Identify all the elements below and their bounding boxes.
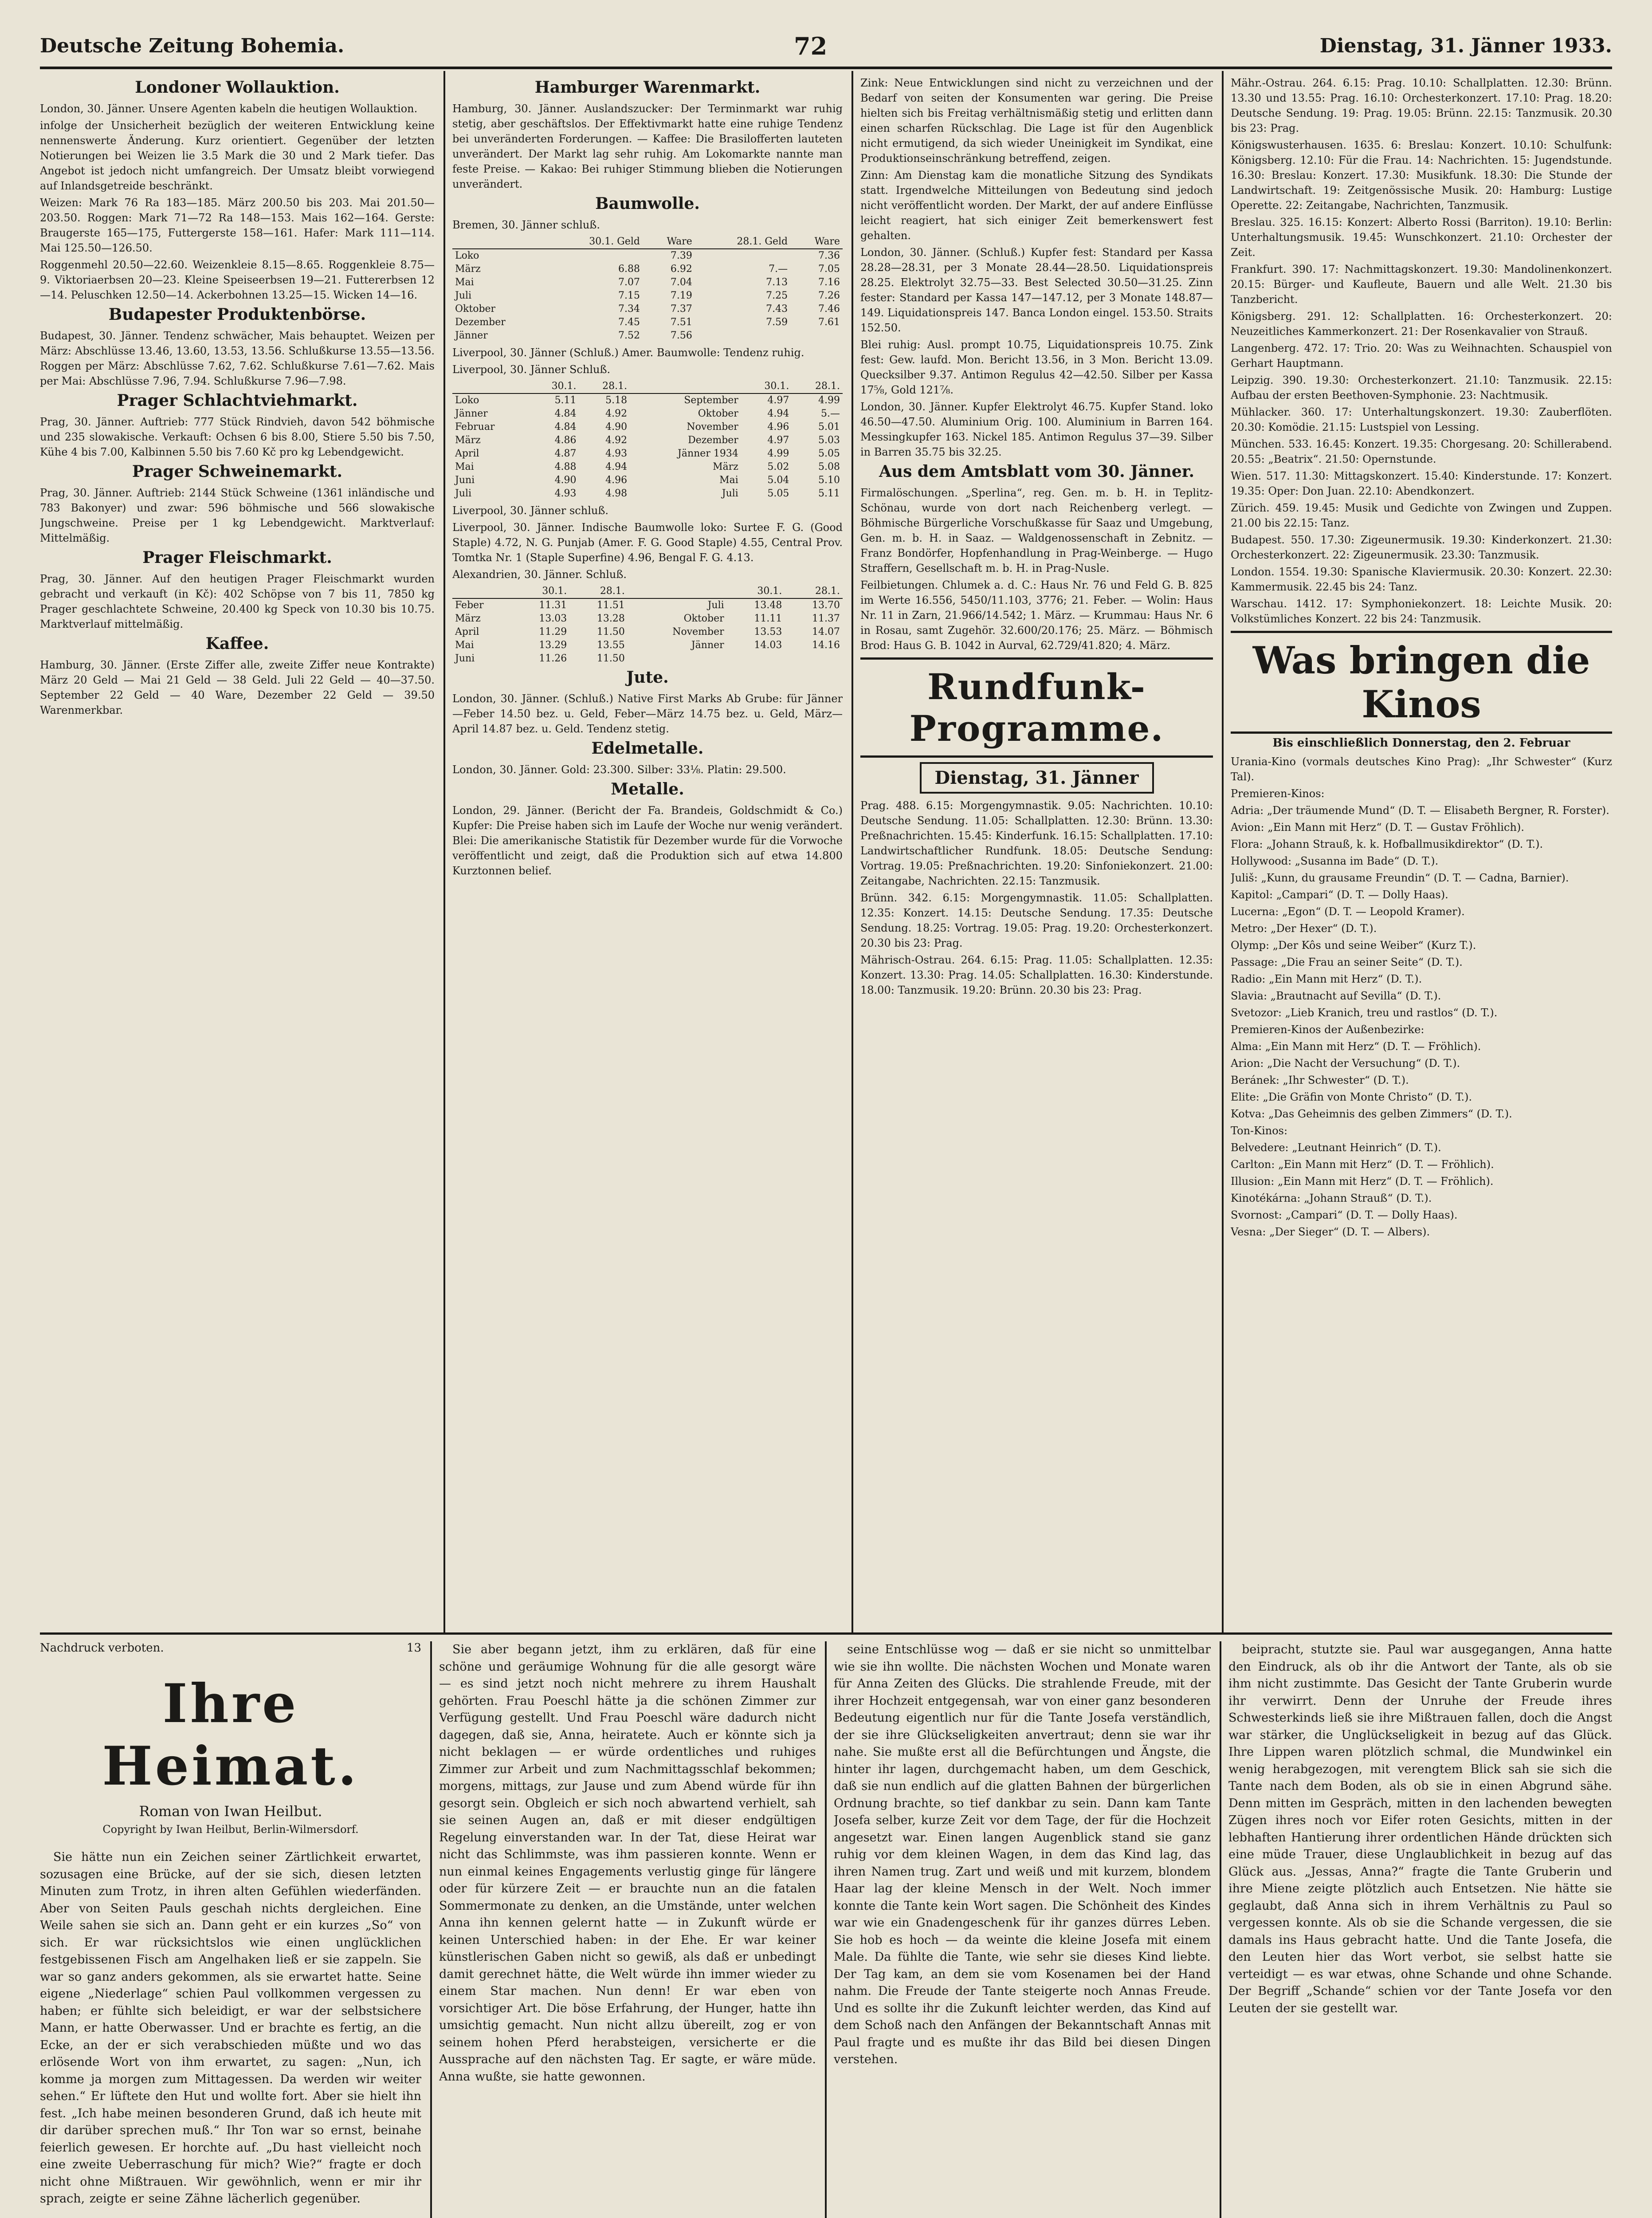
- table-row: [452, 316, 843, 329]
- table-cell: 7.37: [670, 303, 692, 315]
- table-cell: [785, 652, 843, 665]
- table-cell: 7.15: [618, 290, 640, 301]
- section-title: Budapester Produktenbörse.: [108, 305, 366, 324]
- paragraph: Liverpool, 30. Jänner (Schluß.) Amer. Baumwolle: Tendenz ruhig.: [452, 346, 804, 359]
- table-cell: Juni: [455, 475, 475, 486]
- cinema-heading: Was bringen die Kinos: [1231, 631, 1612, 734]
- table-cell: 4.90: [605, 421, 628, 433]
- table-cell: 7.16: [818, 277, 840, 288]
- section-title: Baumwolle.: [595, 194, 700, 213]
- table-caption: Alexandrien, 30. Jänner. Schluß.: [452, 568, 627, 581]
- table-cell: 7.04: [670, 277, 692, 288]
- table-cell: November: [672, 626, 724, 637]
- section-title: Prager Schlachtviehmarkt.: [117, 391, 358, 410]
- paragraph: London, 30. Jänner. (Schluß.) Native First Marks Ab Grube: für Jänner—Feber 14.50 bez. u. Geld, Feber—März 14.75 bez. u. Geld, März—April 14.87 bez. u. Geld. Tendenz stetig.: [452, 692, 843, 735]
- table-cell: 7.26: [818, 290, 840, 301]
- table-cell: 4.90: [554, 475, 577, 486]
- cinema-entry: Lucerna: „Egon“ (D. T. — Leopold Kramer).: [1231, 905, 1465, 918]
- section-title: Prager Fleischmarkt.: [142, 548, 332, 567]
- table-header-cell: 28.1.: [579, 380, 630, 393]
- table-row: [452, 329, 843, 342]
- table-cell: Mai: [455, 461, 474, 472]
- cinema-entry: Slavia: „Brautnacht auf Sevilla“ (D. T.).: [1231, 990, 1441, 1002]
- table-cell: 4.84: [554, 408, 577, 419]
- table-cell: 5.10: [818, 475, 840, 486]
- cinema-subheading: Bis einschließlich Donnerstag, den 2. Februar: [1272, 736, 1570, 750]
- radio-programme-heading: Rundfunk-Programme.: [860, 657, 1213, 758]
- paragraph: Prag, 30. Jänner. Auftrieb: 777 Stück Rindvieh, davon 542 böhmische und 235 slowakische. Verkauft: Ochsen 6 bis 8.00, Stiere 5.50 bis 7.50, Kühe 4 bis 7.00, Kalbinnen 5.50 bis 7.60 Kč pro kg Lebendgewicht.: [40, 416, 435, 458]
- table-cell: 11.50: [596, 653, 625, 664]
- table-cell: 7.43: [766, 303, 788, 315]
- table-cell: 4.96: [767, 421, 789, 433]
- table-cell: 5.11: [818, 488, 840, 499]
- table-cell: 11.11: [754, 613, 782, 624]
- table-cell: März: [713, 461, 738, 472]
- article-text: [40, 101, 435, 303]
- radio-listing: Mähr.-Ostrau. 264. 6.15: Prag. 10.10: Schallplatten. 12.30: Brünn. 13.30 und 13.55: Prag. 16.10: Orchesterkonzert. 17.10: Prag. 18.20: Deutsche Sendung. 19: Prag. 19.05: Brünn. 22.15: Tanzmusik. 20.30 bis 23: Prag.: [1231, 77, 1612, 134]
- table-header-cell: 30.1. Geld: [547, 235, 643, 249]
- table-cell: Jänner 1934: [678, 448, 738, 459]
- table-cell: 7.19: [670, 290, 692, 301]
- table-cell: [695, 249, 790, 263]
- table-cell: Juli: [722, 488, 738, 499]
- paragraph: Feilbietungen. Chlumek a. d. C.: Haus Nr. 76 und Feld G. B. 825 im Werte 16.556, 5450/11.103, 3776; 21. Feber. — Wolin: Haus Nr. 11 in Zarn, 21.966/14.542; 1. März. — Krummau: Haus Nr. 6 in Rosau, samt Zugehör. 32.600/20.176; 25. März. — Böhmisch Brod: Haus G. B. 1042 in Aurval, 62.729/41.820; 4. März.: [860, 579, 1213, 652]
- column-rule: [430, 1641, 432, 2218]
- table-cell: 4.94: [605, 461, 628, 472]
- table-cell: November: [687, 421, 738, 433]
- table-cell: 5.11: [554, 395, 577, 406]
- novel-author: Roman von Iwan Heilbut.: [139, 1803, 322, 1820]
- table-row: [452, 612, 843, 625]
- table-header-row: [452, 235, 843, 249]
- table-cell: 7.25: [766, 290, 788, 301]
- table-cell: [727, 652, 785, 665]
- table-cell: 4.88: [554, 461, 577, 472]
- table-cell: 7.61: [818, 317, 840, 328]
- section-title: Metalle.: [611, 780, 684, 798]
- reprint-note: Nachdruck verboten.: [40, 1641, 164, 1655]
- table-header-cell: 30.1.: [741, 380, 792, 393]
- table-header-cell: 28.1.: [792, 380, 843, 393]
- markets-column-2: [452, 75, 843, 1628]
- table-cell: 7.07: [618, 277, 640, 288]
- radio-listing: London. 1554. 19.30: Spanische Klaviermusik. 20.30: Konzert. 22.30: Kammermusik. 22.45 bis 24: Tanz.: [1231, 566, 1612, 593]
- serial-column-2: [439, 1641, 816, 2218]
- table-cell: [695, 329, 790, 342]
- novel-copyright: Copyright by Iwan Heilbut, Berlin-Wilmersdorf.: [102, 1823, 359, 1836]
- novel-text: beipracht, stutzte sie. Paul war ausgegangen, Anna hatte den Eindruck, als ob ihr die Antwort der Tante, als ob sie ihm nicht zustimmte. Das Gesicht der Tante Gruberin wurde ihr verwirrt. Denn der Unruhe der Freude ihres Schwesterkinds ließ sie ihre Mißtrauen fallen, doch die Angst war stärker, die Unglückseligkeit in bezug auf das Glück. Ihre Lippen waren plötzlich schmal, die Mundwinkel ein wenig herabgezogen, mit verengtem Blick sah sie sich die Tante nach dem Boden, als ob sie in einen Abgrund sähe. Denn mitten im Gespräch, mitten in den lachenden bewegten Zügen ihres noch vor Eifer roten Gesichts, mitten in der lebhaften Hantierung ihrer ordentlichen Hände drückten sich eine müde Trauer, diese Unglaublichkeit in bezug auf das Glück aus. „Jessas, Anna?“ fragte die Tante Gruberin und ihre Miene zeigte plötzlich auch Entsetzen. Nie hätte sie geglaubt, daß Anna sich in ihrem Verhältnis zu Paul so vergessen konnte. Als ob sie die Schande vergessen, die sie damals ins Haus gebracht hatte. Und die Tante Josefa, die den Leuten hier das Wort verbot, sie selbst hatte sie verteidigt — es war etwas, ohne Schande und ohne Schande. Der Begriff „Schande“ schien vor der Tante Josefa vor den Leuten der sie gestellt war.: [1228, 1643, 1612, 2015]
- column-rule: [443, 71, 445, 1632]
- radio-listing: Königswusterhausen. 1635. 6: Breslau: Konzert. 10.10: Schulfunk: Königsberg. 12.10: Für die Frau. 14: Nachrichten. 15: Jugendstunde. 16.30: Breslau: Konzert. 17.30: Musikfunk. 18.30: Die Stunde der Landwirtschaft. 19: Zeitgenössische Musik. 20: Hamburg: Lustige Operette. 22: Zeitangabe, Nachrichten, Tanzmusik.: [1231, 139, 1612, 212]
- table-cell: Feber: [455, 600, 484, 611]
- cinema-entry: Arion: „Die Nacht der Versuchung“ (D. T.).: [1231, 1057, 1460, 1070]
- radio-listing: Frankfurt. 390. 17: Nachmittagskonzert. 19.30: Mandolinenkonzert. 20.15: Bürger- und Kaufleute, Bauern und alle Welt. 21.30 bis Tanzbericht.: [1231, 263, 1612, 306]
- table-cell: 4.92: [605, 408, 628, 419]
- table-cell: 5.03: [818, 435, 840, 446]
- radio-listing: Mühlacker. 360. 17: Unterhaltungskonzert. 19.30: Zauberflöten. 20.30: Komödie. 21.15: Lustspiel von Lessing.: [1231, 406, 1612, 433]
- table-cell: März: [455, 263, 481, 275]
- table-cell: Juli: [455, 290, 472, 301]
- table-cell: 7.51: [670, 317, 692, 328]
- paragraph: Zinn: Am Dienstag kam die monatliche Sitzung des Syndikats statt. Irgendwelche Mitteilungen von Bedeutung sind jedoch nicht veröffentlicht worden. Der Markt, der auf andere Einflüsse leicht reagiert, hat sich einiger Zeit bemerkenswert fest gehalten.: [860, 169, 1213, 242]
- table-cell: 7.34: [618, 303, 640, 315]
- cinema-entry: Radio: „Ein Mann mit Herz“ (D. T.).: [1231, 973, 1422, 985]
- liverpool-cotton-table: [452, 380, 843, 500]
- table-cell: 7.13: [766, 277, 788, 288]
- table-cell: 13.03: [539, 613, 567, 624]
- table-header-cell: 28.1. Geld: [695, 235, 790, 249]
- paragraph: Liverpool, 30. Jänner. Indische Baumwolle loko: Surtee F. G. (Good Staple) 4.72, N. G. Punjab (Amer. F. G. Good Staple) 4.55, Central Prov. Tomtka Nr. 1 (Staple Superfine) 4.96, Bengal F. G. 4.13.: [452, 521, 843, 564]
- table-caption: Liverpool, 30. Jänner Schluß.: [452, 363, 611, 376]
- cinema-entry: Metro: „Der Hexer“ (D. T.).: [1231, 922, 1377, 935]
- table-cell: Loko: [455, 395, 479, 406]
- table-row: [452, 263, 843, 276]
- table-header-cell: 28.1.: [785, 585, 843, 598]
- table-header-cell: [452, 585, 512, 598]
- table-row: [452, 276, 843, 289]
- radio-date-box: Dienstag, 31. Jänner: [920, 762, 1154, 794]
- cinema-entry: Svetozor: „Lieb Kranich, treu und rastlos“ (D. T.).: [1231, 1007, 1498, 1019]
- paragraph: Hamburg, 30. Jänner. Auslandszucker: Der Terminmarkt war ruhig stetig, aber geschäftslos. Der Effektivmarkt hatte eine ruhige Tendenz bei unveränderten Forderungen. — Kaffee: Die Brasilofferten lauteten unverändert. Der Markt lag sehr ruhig. Am Lokomarkte nannte man feste Preise. — Kakao: Bei ruhiger Stimmung blieben die Notierungen unverändert.: [452, 102, 843, 190]
- table-header-cell: [452, 235, 547, 249]
- table-header-row: [452, 585, 843, 598]
- novel-text: Sie hätte nun ein Zeichen seiner Zärtlichkeit erwartet, sozusagen eine Brücke, auf der sie sich, diesen letzten Minuten zum Trotz, in ihren alten Gefühlen wiederfänden. Aber von Seiten Pauls geschah nichts dergleichen. Eine Weile sahen sie sich an. Dann geht er ein kurzes „So“ von sich. Er war rücksichtslos wie einen unglücklichen festgebissenen Fisch am Angelhaken ließ er sie zappeln. Sie war so ganz anders gekommen, als sie erwartet hatte. Seine eigene „Niederlage“ schien Paul vollkommen vergessen zu haben; er fühlte sich beleidigt, er war der selbstsichere Mann, er hatte Oberwasser. Und er brachte es fertig, an die Ecke, an der er sich verabschieden müßte und wo das erlösende Wort von ihm erwartet, zu sagen: „Nun, ich komme ja morgen zum Mittagessen. Da werden wir weiter sehen.“ Er lüftete den Hut und wollte fort. Aber sie hielt ihn fest. „Ich habe meinen besonderen Grund, daß ich heute mit dir darüber sprechen muß.“ Ihr Ton war so ernst, beinahe feierlich gewesen. Er horchte auf. „Du hast vielleicht noch eine zweite Ueberraschung für mich? Wie?“ fragte er doch nicht ohne Mißtrauen. Wir gewöhnlich, wenn er mir ihr sprach, zeigte er seine Zähne lächerlich gegenüber.: [40, 1850, 421, 2206]
- markets-column-1: [40, 75, 435, 1628]
- table-cell: 4.97: [767, 395, 789, 406]
- table-cell: 11.51: [596, 600, 625, 611]
- column-rule: [1222, 71, 1224, 1632]
- paragraph: Blei ruhig: Ausl. prompt 10.75, Liquidationspreis 10.75. Zink fest: Gew. laufd. Mon. Bericht 13.56, in 3 Mon. Bericht 13.09. Quecksilber 9.37. Antimon Regulus 42—42.50. Silber per Kassa 17⅝, Gold 121⅞.: [860, 338, 1213, 396]
- radio-listing: Zürich. 459. 19.45: Musik und Gedichte von Zwingen und Zuppen. 21.00 bis 22.15: Tanz.: [1231, 502, 1612, 529]
- paragraph: Weizen: Mark 76 Ra 183—185. März 200.50 bis 203. Mai 201.50—203.50. Roggen: Mark 71—72 Ra 148—153. Mais 162—164. Gerste: Braugerste 165—175, Futtergerste 158—161. Hafer: Mark 111—114. Mai 125.50—126.50.: [40, 197, 435, 254]
- table-cell: 11.26: [539, 653, 567, 664]
- section-title: Jute.: [626, 668, 669, 687]
- paragraph: Firmalöschungen. „Sperlina“, reg. Gen. m. b. H. in Teplitz-Schönau, wurde von dort nach Reichenberg verlegt. — Böhmische Bürgerliche Vorschußkasse für Saaz und Umgebung, Gen. m. b. H. in Saaz. — Waldgenossenschaft in Zebnitz. — Franz Bondörfer, Hopfenhandlung in Prag-Weinberge. — Hugo Straffern, Gesellschaft m. b. H. in Prag-Nusle.: [860, 487, 1213, 574]
- table-header-cell: [628, 585, 727, 598]
- table-cell: April: [455, 626, 479, 637]
- table-cell: 4.98: [605, 488, 628, 499]
- table-cell: 5.—: [821, 408, 840, 419]
- paragraph: Prag, 30. Jänner. Auf den heutigen Prager Fleischmarkt wurden gebracht und verkauft (in Kč): 402 Schöpse von 7 bis 11, 7850 kg Prager geschlachtete Schweine, 20.400 kg Speck von 10.30 bis 10.75. Marktverlauf mittelmäßig.: [40, 573, 435, 630]
- table-header-cell: 28.1.: [569, 585, 628, 598]
- cinema-entry: Juliš: „Kunn, du grausame Freundin“ (D. T. — Cadna, Barnier).: [1231, 872, 1569, 884]
- table-cell: 7.39: [670, 250, 692, 261]
- table-header-cell: Ware: [643, 235, 695, 249]
- table-cell: Dezember: [688, 435, 738, 446]
- table-cell: 4.86: [554, 435, 577, 446]
- table-cell: [547, 249, 643, 263]
- markets-radio-column: [860, 75, 1213, 1628]
- table-cell: 7.56: [670, 330, 692, 341]
- table-cell: 7.45: [618, 317, 640, 328]
- table-row: [452, 625, 843, 639]
- table-cell: 13.55: [596, 640, 625, 651]
- cinema-entry: Vesna: „Der Sieger“ (D. T. — Albers).: [1231, 1226, 1430, 1238]
- table-header-cell: 30.1.: [512, 585, 570, 598]
- paragraph: Liverpool, 30. Jänner schluß.: [452, 504, 608, 517]
- paragraph: infolge der Unsicherheit bezüglich der weiteren Entwicklung keine nennenswerte Änderung. Kurz orientiert. Gegenüber der letzten Notierungen bei Weizen lie 3.5 Mark die 30 und 2 Mark tiefer. Das Angebot ist jedoch nicht umfangreich. Der Umsatz bleibt vorwiegend auf Inlandsgetreide beschränkt.: [40, 119, 435, 192]
- radio-listing: Langenberg. 472. 17: Trio. 20: Was zu Weihnachten. Schauspiel von Gerhart Hauptmann.: [1231, 342, 1612, 370]
- table-cell: 4.99: [818, 395, 840, 406]
- table-cell: Mai: [455, 277, 474, 288]
- table-header-cell: Ware: [790, 235, 843, 249]
- table-header-cell: [452, 380, 528, 393]
- cinema-entry: Kotva: „Das Geheimnis des gelben Zimmers“ (D. T.).: [1231, 1108, 1512, 1120]
- table-cell: 14.16: [812, 640, 840, 651]
- cinema-entry: Beránek: „Ihr Schwester“ (D. T.).: [1231, 1074, 1409, 1086]
- cinema-entry: Belvedere: „Leutnant Heinrich“ (D. T.).: [1231, 1141, 1441, 1154]
- radio-listing: Prag. 488. 6.15: Morgengymnastik. 9.05: Nachrichten. 10.10: Deutsche Sendung. 11.05: Schallplatten. 12.30: Brünn. 13.30: Preßnachrichten. 15.45: Kinderfunk. 16.15: Schallplatten. 17.10: Landwirtschaftlicher Rundfunk. 18.05: Deutsche Sendung: Vortrag. 19.05: Preßnachrichten. 19.20: Sinfoniekonzert. 21.00: Zeitangabe, Nachrichten. 22.15: Tanzmusik.: [860, 799, 1213, 887]
- table-cell: 4.94: [767, 408, 789, 419]
- paragraph: Roggenmehl 20.50—22.60. Weizenkleie 8.15—8.65. Roggenkleie 8.75—9. Viktoriaerbsen 20—23. Kleine Speiseerbsen 19—21. Futtererbsen 12—14. Peluschken 12.50—14. Ackerbohnen 13.25—15. Wicken 14—16.: [40, 259, 435, 301]
- table-cell: 7.05: [818, 263, 840, 275]
- cinema-entry: Adria: „Der träumende Mund“ (D. T. — Elisabeth Bergner, R. Forster).: [1231, 804, 1609, 817]
- table-cell: Mai: [455, 640, 474, 651]
- cinema-entry: Svornost: „Campari“ (D. T. — Dolly Haas).: [1231, 1209, 1458, 1221]
- table-cell: 5.05: [818, 448, 840, 459]
- table-row: [452, 407, 843, 421]
- table-row: [452, 303, 843, 316]
- table-cell: 7.59: [766, 317, 788, 328]
- table-cell: 7.36: [818, 250, 840, 261]
- table-cell: 4.84: [554, 421, 577, 433]
- table-cell: Oktober: [455, 303, 496, 315]
- cinema-entry: Passage: „Die Frau an seiner Seite“ (D. T.).: [1231, 956, 1463, 968]
- novel-text: Sie aber begann jetzt, ihm zu erklären, daß für eine schöne und geräumige Wohnung für die alle gesorgt wäre — es sind jetzt noch nicht mehrere zu ihrem Haushalt gehörten. Frau Poeschl hätte ja die schönen Zimmer zur Verfügung gestellt. Und Frau Poeschl wäre dadurch nicht dagegen, daß sie, Anna, heiratete. Auch er könnte sich ja nicht beklagen — er würde ordentliches und ruhiges Zimmer zur Arbeit und zum Nachmittagsschlaf bekommen; morgens, mittags, zur Jause und zum Abend würde für ihn gesorgt sein. Obgleich er sich noch abwartend verhielt, sah sie seinen Augen an, daß er mit dieser endgültigen Regelung einverstanden war. In der Tat, diese Heirat war nicht das Schlimmste, was ihm passieren konnte. Wenn er nun einmal keines Engagements verlustig ginge für längere oder für kürzere Zeit — er brauchte nun an die fatalen Sommermonate zu denken, an die Umstände, unter welchen Anna ihn kennen gelernt hatte — in Zukunft würde er keinen Unterschied haben: in der Ehe. Er war keiner künstlerischen Gaben nicht so gewiß, als daß er unbedingt damit gerechnet hätte, die Welt würde ihn immer wieder zu einem Star machen. Nun denn! Er war eben von vorsichtiger Art. Die böse Erfahrung, der Hunger, hatte ihn umsichtig gemacht. Nun nicht allzu übereilt, zog er von seinem hohen Pferd herabsteigen, versicherte er die Aussprache auf den nächsten Tag. Er sagte, er wäre müde. Anna wußte, sie hatte gewonnen.: [439, 1643, 816, 2084]
- radio-listing: Budapest. 550. 17.30: Zigeunermusik. 19.30: Kinderkonzert. 21.30: Orchesterkonzert. 22: Zigeunermusik. 23.30: Tanzmusik.: [1231, 534, 1612, 561]
- radio-listing: Königsberg. 291. 12: Schallplatten. 16: Orchesterkonzert. 20: Neuzeitliches Kammerkonzert. 21: Der Rosenkavalier von Strauß.: [1231, 310, 1612, 338]
- table-cell: April: [455, 448, 479, 459]
- table-cell: 14.03: [754, 640, 782, 651]
- column-rule: [852, 71, 853, 1632]
- cinema-entry: Ton-Kinos:: [1231, 1125, 1288, 1137]
- paragraph: London, 30. Jänner. (Schluß.) Kupfer fest: Standard per Kassa 28.28—28.31, per 3 Monate 28.44—28.50. Liquidationspreis 28.25. Elektrolyt 32.75—33. Best Selected 30.50—31.25. Zinn fester: Standard per Kassa 147—147.12, per 3 Monate 148.87—149. Liquidationspreis 147. Banca London eingel. 153.50. Straits 152.50.: [860, 246, 1213, 334]
- cinema-entry: Olymp: „Der Kôs und seine Weiber“ (Kurz T.).: [1231, 939, 1476, 952]
- table-cell: Oktober: [683, 613, 724, 624]
- radio-listing: München. 533. 16.45: Konzert. 19.35: Chorgesang. 20: Schillerabend. 20.55: „Beatrix“. 21.50: Opernstunde.: [1231, 438, 1612, 465]
- table-cell: 7.46: [818, 303, 840, 315]
- table-cell: 5.05: [767, 488, 789, 499]
- table-row: [452, 434, 843, 447]
- cinema-entry: Kapitol: „Campari“ (D. T. — Dolly Haas).: [1231, 889, 1448, 901]
- table-cell: [790, 329, 843, 342]
- masthead: [40, 27, 1612, 69]
- newspaper-page: [40, 27, 1612, 2218]
- radio-listing: Warschau. 1412. 17: Symphoniekonzert. 18: Leichte Musik. 20: Volkstümliches Konzert. 22 bis 24: Tanzmusik.: [1231, 598, 1612, 625]
- table-cell: Loko: [455, 250, 479, 261]
- section-title: Aus dem Amtsblatt vom 30. Jänner.: [879, 462, 1195, 481]
- paragraph: London, 30. Jänner. Unsere Agenten kabeln die heutigen Wollauktion.: [40, 102, 418, 115]
- cinema-entry: Illusion: „Ein Mann mit Herz“ (D. T. — Fröhlich).: [1231, 1175, 1494, 1188]
- cinema-entry: Premieren-Kinos:: [1231, 787, 1325, 800]
- table-row: [452, 393, 843, 407]
- table-cell: Jänner: [691, 640, 724, 651]
- paragraph: Hamburg, 30. Jänner. (Erste Ziffer alle, zweite Ziffer neue Kontrakte) März 20 Geld — Mai 21 Geld — 38 Geld. Juli 22 Geld — 40—37.50. September 22 Geld — 40 Ware, Dezember 22 Geld — 39.50 Warenmerkbar.: [40, 659, 435, 716]
- section-title: Edelmetalle.: [591, 739, 704, 758]
- table-cell: 4.97: [767, 435, 789, 446]
- table-cell: 13.29: [539, 640, 567, 651]
- table-cell: Jänner: [455, 408, 488, 419]
- cinema-entry: Elite: „Die Gräfin von Monte Christo“ (D. T.).: [1231, 1091, 1472, 1103]
- paragraph: Zink: Neue Entwicklungen sind nicht zu verzeichnen und der Bedarf von seiten der Konsumenten war gering. Die Preise hielten sich bis Freitag verhältnismäßig stetig und erlitten dann einen scharfen Rückschlag. Die Lage ist für den Augenblick nicht ermutigend, da sich wieder Uneinigkeit im Syndikat, eine Produktionseinschränkung betreffend, zeigen.: [860, 77, 1213, 165]
- table-row: [452, 289, 843, 303]
- alexandria-cotton-table: [452, 585, 843, 665]
- serial-column-4: [1228, 1641, 1612, 2218]
- table-row: [452, 249, 843, 263]
- table-caption: Bremen, 30. Jänner schluß.: [452, 219, 600, 231]
- table-cell: 5.04: [767, 475, 789, 486]
- table-row: [452, 652, 843, 665]
- table-row: [452, 598, 843, 612]
- cinema-entry: Premieren-Kinos der Außenbezirke:: [1231, 1023, 1424, 1036]
- paragraph: London, 30. Jänner. Gold: 23.300. Silber: 33⅛. Platin: 29.500.: [452, 763, 786, 776]
- section-title: Prager Schweinemarkt.: [132, 462, 343, 481]
- table-row: [452, 474, 843, 487]
- newspaper-name: Deutsche Zeitung Bohemia.: [40, 35, 345, 57]
- table-cell: Juli: [707, 600, 724, 611]
- table-cell: 5.01: [818, 421, 840, 433]
- table-row: [452, 421, 843, 434]
- table-cell: 14.07: [812, 626, 840, 637]
- table-cell: Februar: [455, 421, 495, 433]
- cinema-entry: Avion: „Ein Mann mit Herz“ (D. T. — Gustav Fröhlich).: [1231, 821, 1524, 834]
- radio-listing: Leipzig. 390. 19.30: Orchesterkonzert. 21.10: Tanzmusik. 22.15: Aufbau der ersten Beethoven-Symphonie. 23: Nachtmusik.: [1231, 374, 1612, 401]
- table-cell: 11.37: [812, 613, 840, 624]
- table-header-cell: 30.1.: [727, 585, 785, 598]
- column-rule: [1220, 1641, 1221, 2218]
- table-cell: März: [455, 613, 481, 624]
- table-cell: 5.08: [818, 461, 840, 472]
- cinema-entry: Hollywood: „Susanna im Bade“ (D. T.).: [1231, 855, 1439, 867]
- table-cell: März: [455, 435, 481, 446]
- cinema-entry: Carlton: „Ein Mann mit Herz“ (D. T. — Fröhlich).: [1231, 1158, 1494, 1171]
- table-cell: 13.70: [812, 600, 840, 611]
- table-cell: 11.29: [539, 626, 567, 637]
- table-header-row: [452, 380, 843, 393]
- novel-title: Ihre Heimat.: [102, 1672, 359, 1797]
- table-cell: 6.92: [670, 263, 692, 275]
- table-cell: September: [684, 395, 738, 406]
- paragraph: Prag, 30. Jänner. Auftrieb: 2144 Stück Schweine (1361 inländische und 783 Bakonyer) und zwar: 596 böhmische und 566 slowakische Jungschweine. Preise per 1 kg Lebendgewicht. Marktverlauf: Mittelmäßig.: [40, 487, 435, 544]
- cinema-entry: Alma: „Ein Mann mit Herz“ (D. T. — Fröhlich).: [1231, 1040, 1481, 1053]
- table-cell: [628, 652, 727, 665]
- paragraph: London, 30. Jänner. Kupfer Elektrolyt 46.75. Kupfer Stand. loko 46.50—47.50. Aluminium Orig. 100. Aluminium in Barren 164. Messingkupfer 163. Nickel 185. Antimon Regulus 37—39. Silber in Barren 35.75 bis 32.25.: [860, 401, 1213, 458]
- paragraph: London, 29. Jänner. (Bericht der Fa. Brandeis, Goldschmidt & Co.) Kupfer: Die Preise haben sich im Laufe der Woche nur wenig verändert. Blei: Die amerikanische Statistik für Dezember wurde für die Vorwoche veröffentlicht und zeigt, daß die Produktion sich auf etwa 14.800 Kurztonnen belief.: [452, 804, 843, 877]
- table-row: [452, 460, 843, 474]
- cinema-entry: Urania-Kino (vormals deutsches Kino Prag): „Ihr Schwester“ (Kurz Tal).: [1231, 755, 1612, 783]
- radio-listing: Brünn. 342. 6.15: Morgengymnastik. 11.05: Schallplatten. 12.35: Konzert. 14.15: Deutsche Sendung. 17.35: Deutsche Sendung. 18.25: Vortrag. 19.05: Prag. 19.20: Orchesterkonzert. 20.30 bis 23: Prag.: [860, 892, 1213, 949]
- radio-listing: Breslau. 325. 16.15: Konzert: Alberto Rossi (Barriton). 19.10: Berlin: Unterhaltungsmusik. 19.45: Wunschkonzert. 21.10: Orchester der Zeit.: [1231, 216, 1612, 259]
- table-header-cell: [630, 380, 741, 393]
- table-cell: 4.92: [605, 435, 628, 446]
- table-cell: 4.99: [767, 448, 789, 459]
- serial-column-1: [40, 1641, 421, 2218]
- table-header-cell: 30.1.: [528, 380, 579, 393]
- novel-text: seine Entschlüsse wog — daß er sie nicht so unmittelbar wie sie ihn wollte. Die nächsten Wochen und Monate waren für Anna Zeiten des Glücks. Die strahlende Freude, mit der ihrer Hochzeit entgegensah, war von einer ganz besonderen Bedeutung eigentlich nur für die Tante Josefa verständlich, der sie ihre Glückseligkeiten anvertraut; denn sie war ihr nahe. Sie mußte erst all die Befürchtungen und Ängste, die hinter ihr lagen, durchgemacht haben, um dem Geschick, daß sie nun endlich auf die glatten Bahnen der bürgerlichen Ordnung brachte, so tief dankbar zu sein. Dann kam Tante Josefa selber, kurze Zeit vor dem Tage, der für die Hochzeit angesetzt war. Einen langen Augenblick stand sie ganz ruhig vor dem kleinen Wagen, in dem das Kind lag, das ihren Namen trug. Zart und weiß und mit kurzem, blondem Haar lag der kleine Mensch in der Welt. Noch immer konnte die Tante kein Wort sagen. Die Schönheit des Kindes war wie ein Gnadengeschenk für ihr ganzes dürres Leben. Sie hob es hoch — da weinte die kleine Josefa mit einem Male. Da fühlte die Tante, wie sehr sie dieses Kind liebte. Der Tag kam, an dem sie vom Kosenamen bei der Hand nahm. Die Freude der Tante steigerte noch Annas Freude. Und es sollte ihr die Zukunft leichter werden, das Kind auf dem Schoß nach den Anfängen der Bekanntschaft Annas mit Paul fragte und es mußte ihr das Bild bei diesen Dingen verstehen.: [834, 1643, 1211, 2066]
- issue-date: Dienstag, 31. Jänner 1933.: [1319, 35, 1612, 57]
- column-rule: [825, 1641, 827, 2218]
- paragraph: Budapest, 30. Jänner. Tendenz schwächer, Mais behauptet. Weizen per März: Abschlüsse 13.46, 13.60, 13.53, 13.56. Schlußkurse 13.55—13.56. Roggen per März: Abschlüsse 7.62, 7.62. Schlußkurse 7.61—7.62. Mais per Mai: Abschlüsse 7.96, 7.94. Schlußkurse 7.96—7.98.: [40, 330, 435, 387]
- section-rule: [40, 1632, 1612, 1635]
- table-cell: Juli: [455, 488, 472, 499]
- table-row: [452, 447, 843, 460]
- radio-listing: Mährisch-Ostrau. 264. 6.15: Prag. 11.05: Schallplatten. 12.35: Konzert. 13.30: Prag. 14.05: Schallplatten. 16.30: Kinderstunde. 18.00: Tanzmusik. 19.20: Brünn. 20.30 bis 23: Prag.: [860, 954, 1213, 996]
- table-cell: 4.96: [605, 475, 628, 486]
- table-cell: 13.53: [754, 626, 782, 637]
- table-cell: 13.28: [596, 613, 625, 624]
- table-cell: 5.18: [605, 395, 628, 406]
- page-number: 72: [794, 32, 828, 60]
- installment-number: 13: [406, 1641, 421, 1655]
- table-cell: Jänner: [455, 330, 488, 341]
- table-cell: 7.—: [769, 263, 788, 275]
- table-cell: 4.87: [554, 448, 577, 459]
- section-title: Kaffee.: [205, 634, 269, 653]
- cinema-entry: Kinotékárna: „Johann Strauß“ (D. T.).: [1231, 1192, 1432, 1204]
- serial-column-3: [834, 1641, 1211, 2218]
- table-cell: Mai: [719, 475, 738, 486]
- table-cell: 4.93: [605, 448, 628, 459]
- table-cell: 4.93: [554, 488, 577, 499]
- bremen-cotton-table: [452, 235, 843, 342]
- radio-cinema-column: [1231, 75, 1612, 1628]
- table-cell: 7.52: [618, 330, 640, 341]
- table-cell: 6.88: [618, 263, 640, 275]
- section-title: Londoner Wollauktion.: [135, 78, 340, 97]
- table-cell: 5.02: [767, 461, 789, 472]
- table-cell: 13.48: [754, 600, 782, 611]
- table-row: [452, 487, 843, 500]
- table-cell: Juni: [455, 653, 475, 664]
- cinema-entry: Flora: „Johann Strauß, k. k. Hofballmusikdirektor“ (D. T.).: [1231, 838, 1543, 850]
- radio-listing: Wien. 517. 11.30: Mittagskonzert. 15.40: Kinderstunde. 17: Konzert. 19.35: Oper: Don Juan. 22.10: Abendkonzert.: [1231, 470, 1612, 497]
- cinema-listing: [1231, 754, 1612, 1239]
- table-cell: Dezember: [455, 317, 506, 328]
- table-cell: 11.50: [596, 626, 625, 637]
- table-cell: 11.31: [539, 600, 567, 611]
- section-title: Hamburger Warenmarkt.: [534, 78, 761, 97]
- table-cell: Oktober: [698, 408, 738, 419]
- table-row: [452, 639, 843, 652]
